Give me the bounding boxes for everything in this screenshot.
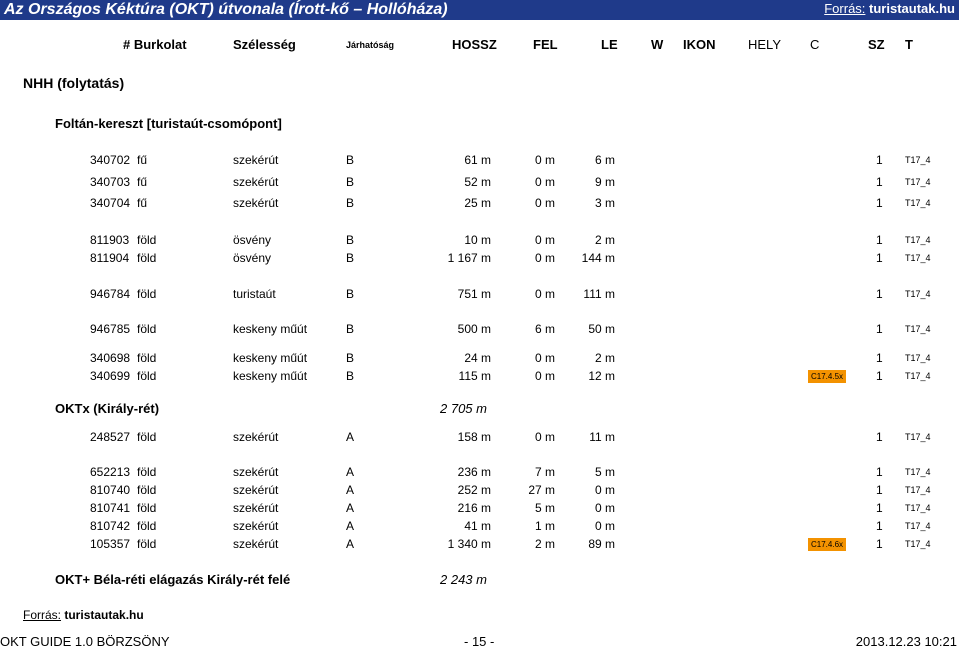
row-descent: 0 m [594, 483, 615, 497]
row-length: 216 m [457, 501, 491, 515]
footer-page-number: - 15 - [464, 634, 495, 649]
col-header-w: W [651, 37, 664, 52]
row-descent: 2 m [594, 351, 615, 365]
row-surface: föld [137, 233, 157, 247]
row-id: 811904 [90, 251, 130, 265]
row-id: 105357 [90, 537, 131, 551]
row-length: 115 m [458, 369, 491, 383]
row-descent: 111 m [583, 287, 615, 301]
row-sz: 1 [876, 430, 883, 444]
row-descent: 89 m [588, 537, 615, 551]
row-surface: föld [137, 430, 157, 444]
col-header-hely: HELY [748, 37, 781, 52]
row-ascent: 0 m [534, 251, 555, 265]
row-sz: 1 [876, 287, 883, 301]
row-ascent: 0 m [534, 196, 555, 210]
row-id: 340702 [90, 153, 131, 167]
row-length: 751 m [457, 287, 491, 301]
footer-timestamp: 2013.12.23 10:21 [855, 634, 957, 649]
row-sz: 1 [876, 175, 883, 189]
row-passability: B [346, 287, 355, 301]
row-id: 810742 [90, 519, 131, 533]
row-id: 946785 [90, 322, 131, 336]
row-passability: A [346, 430, 355, 444]
source-label: Forrás: [824, 1, 866, 16]
row-passability: B [346, 153, 355, 167]
row-map-code: T17_4 [905, 503, 931, 513]
row-descent: 50 m [588, 322, 615, 336]
col-header-sz: SZ [868, 37, 885, 52]
row-width: keskeny műút [233, 369, 308, 383]
footer-guide-name: OKT GUIDE 1.0 BÖRZSÖNY [0, 634, 170, 649]
row-ascent: 0 m [534, 233, 555, 247]
row-surface: föld [137, 483, 157, 497]
row-width: szekérút [233, 501, 279, 515]
row-passability: B [346, 233, 355, 247]
row-length: 1 340 m [447, 537, 491, 551]
row-width: ösvény [233, 233, 272, 247]
row-map-code: T17_4 [905, 198, 931, 208]
row-id: 811903 [90, 233, 130, 247]
row-id: 248527 [90, 430, 131, 444]
row-length: 52 m [464, 175, 491, 189]
row-surface: fű [137, 196, 148, 210]
row-descent: 0 m [594, 519, 615, 533]
section-heading-nhh: NHH (folytatás) [23, 75, 125, 91]
row-sz: 1 [876, 537, 883, 551]
row-ascent: 0 m [534, 351, 555, 365]
row-id: 946784 [90, 287, 131, 301]
footer-source-link[interactable]: turistautak.hu [64, 608, 144, 622]
row-id: 340703 [90, 175, 131, 189]
row-descent: 11 m [589, 430, 615, 444]
source-attribution-bottom [23, 608, 144, 622]
row-id: 340704 [90, 196, 131, 210]
col-header-ikon: IKON [683, 37, 716, 52]
row-passability: B [346, 196, 355, 210]
row-width: szekérút [233, 430, 279, 444]
row-map-code: T17_4 [905, 155, 931, 165]
row-ascent: 0 m [534, 430, 555, 444]
row-descent: 3 m [594, 196, 615, 210]
row-sz: 1 [876, 501, 883, 515]
row-map-code: T17_4 [905, 253, 931, 263]
row-passability: B [346, 251, 355, 265]
row-ascent: 5 m [534, 501, 555, 515]
row-surface: föld [137, 465, 157, 479]
row-passability: A [346, 483, 355, 497]
row-sz: 1 [876, 483, 883, 497]
row-surface: föld [137, 537, 157, 551]
row-ascent: 0 m [534, 369, 555, 383]
row-width: keskeny műút [233, 351, 308, 365]
row-descent: 6 m [594, 153, 615, 167]
row-width: turistaút [233, 287, 276, 301]
col-header-burkolat: # Burkolat [123, 37, 187, 52]
row-surface: föld [137, 501, 157, 515]
row-sz: 1 [876, 251, 883, 265]
row-passability: A [346, 465, 355, 479]
row-surface: föld [137, 322, 157, 336]
row-map-code: T17_4 [905, 485, 931, 495]
row-width: szekérút [233, 465, 279, 479]
row-width: szekérút [233, 483, 279, 497]
row-length: 500 m [457, 322, 491, 336]
row-location-badge: C17.4.5x [808, 370, 846, 383]
row-passability: B [346, 369, 355, 383]
row-map-code: T17_4 [905, 539, 931, 549]
col-header-szelesseg: Szélesség [233, 37, 296, 52]
row-width: szekérút [233, 196, 279, 210]
row-ascent: 2 m [534, 537, 555, 551]
row-passability: A [346, 519, 355, 533]
row-width: szekérút [233, 537, 279, 551]
row-map-code: T17_4 [905, 324, 931, 334]
row-width: szekérút [233, 153, 279, 167]
row-sz: 1 [876, 351, 883, 365]
row-length: 236 m [457, 465, 491, 479]
source-attribution-top [824, 1, 955, 16]
row-ascent: 27 m [528, 483, 555, 497]
row-length: 41 m [464, 519, 491, 533]
row-sz: 1 [876, 196, 883, 210]
row-id: 652213 [90, 465, 131, 479]
row-ascent: 0 m [534, 287, 555, 301]
row-map-code: T17_4 [905, 177, 931, 187]
row-length: 25 m [464, 196, 491, 210]
row-descent: 144 m [581, 251, 615, 265]
row-sz: 1 [876, 465, 883, 479]
row-sz: 1 [876, 322, 883, 336]
row-surface: föld [137, 351, 157, 365]
col-header-t: T [905, 37, 913, 52]
row-map-code: T17_4 [905, 289, 931, 299]
row-width: ösvény [233, 251, 272, 265]
row-map-code: T17_4 [905, 235, 931, 245]
row-length: 1 167 m [447, 251, 491, 265]
row-sz: 1 [876, 369, 883, 383]
row-descent: 2 m [594, 233, 615, 247]
row-passability: A [346, 537, 355, 551]
row-map-code: T17_4 [905, 371, 931, 381]
col-header-hossz: HOSSZ [452, 37, 497, 52]
waypoint-oktx-distance: 2 705 m [440, 401, 487, 416]
row-sz: 1 [876, 233, 883, 247]
row-passability: B [346, 351, 355, 365]
row-map-code: T17_4 [905, 432, 931, 442]
row-descent: 12 m [588, 369, 615, 383]
row-id: 340699 [90, 369, 131, 383]
row-ascent: 6 m [534, 322, 555, 336]
row-id: 340698 [90, 351, 131, 365]
row-map-code: T17_4 [905, 353, 931, 363]
row-width: szekérút [233, 175, 279, 189]
row-sz: 1 [876, 153, 883, 167]
row-surface: föld [137, 287, 157, 301]
row-width: szekérút [233, 519, 279, 533]
row-surface: fű [137, 153, 148, 167]
row-id: 810740 [90, 483, 131, 497]
waypoint-oktplus-distance: 2 243 m [440, 572, 487, 587]
row-passability: B [346, 175, 355, 189]
row-sz: 1 [876, 519, 883, 533]
col-header-le: LE [601, 37, 618, 52]
col-header-c: C [810, 37, 820, 52]
row-length: 158 m [457, 430, 491, 444]
row-length: 61 m [464, 153, 491, 167]
row-width: keskeny műút [233, 322, 308, 336]
row-ascent: 7 m [534, 465, 555, 479]
row-passability: B [346, 322, 355, 336]
row-length: 10 m [464, 233, 491, 247]
row-ascent: 0 m [534, 175, 555, 189]
row-surface: föld [137, 369, 157, 383]
col-header-jarhatosag: Járhatóság [346, 40, 395, 50]
row-descent: 5 m [594, 465, 615, 479]
waypoint-oktplus: OKT+ Béla-réti elágazás Király-rét felé [55, 572, 291, 587]
row-ascent: 1 m [534, 519, 555, 533]
row-length: 24 m [464, 351, 491, 365]
row-descent: 9 m [594, 175, 615, 189]
col-header-fel: FEL [533, 37, 558, 52]
row-surface: fű [137, 175, 148, 189]
row-descent: 0 m [594, 501, 615, 515]
row-surface: föld [137, 251, 157, 265]
row-length: 252 m [457, 483, 491, 497]
row-surface: föld [137, 519, 157, 533]
waypoint-oktx: OKTx (Király-rét) [55, 401, 160, 416]
row-id: 810741 [90, 501, 131, 515]
row-passability: A [346, 501, 355, 515]
source-link[interactable]: turistautak.hu [869, 1, 955, 16]
row-map-code: T17_4 [905, 467, 931, 477]
row-map-code: T17_4 [905, 521, 931, 531]
row-location-badge: C17.4.6x [808, 538, 846, 551]
page-title: Az Országos Kéktúra (OKT) útvonala (Írott-kő – Hollóháza) [4, 1, 448, 18]
footer-source-label: Forrás: [23, 608, 62, 622]
section-heading-foltan: Foltán-kereszt [turistaút-csomópont] [55, 116, 282, 131]
row-ascent: 0 m [534, 153, 555, 167]
